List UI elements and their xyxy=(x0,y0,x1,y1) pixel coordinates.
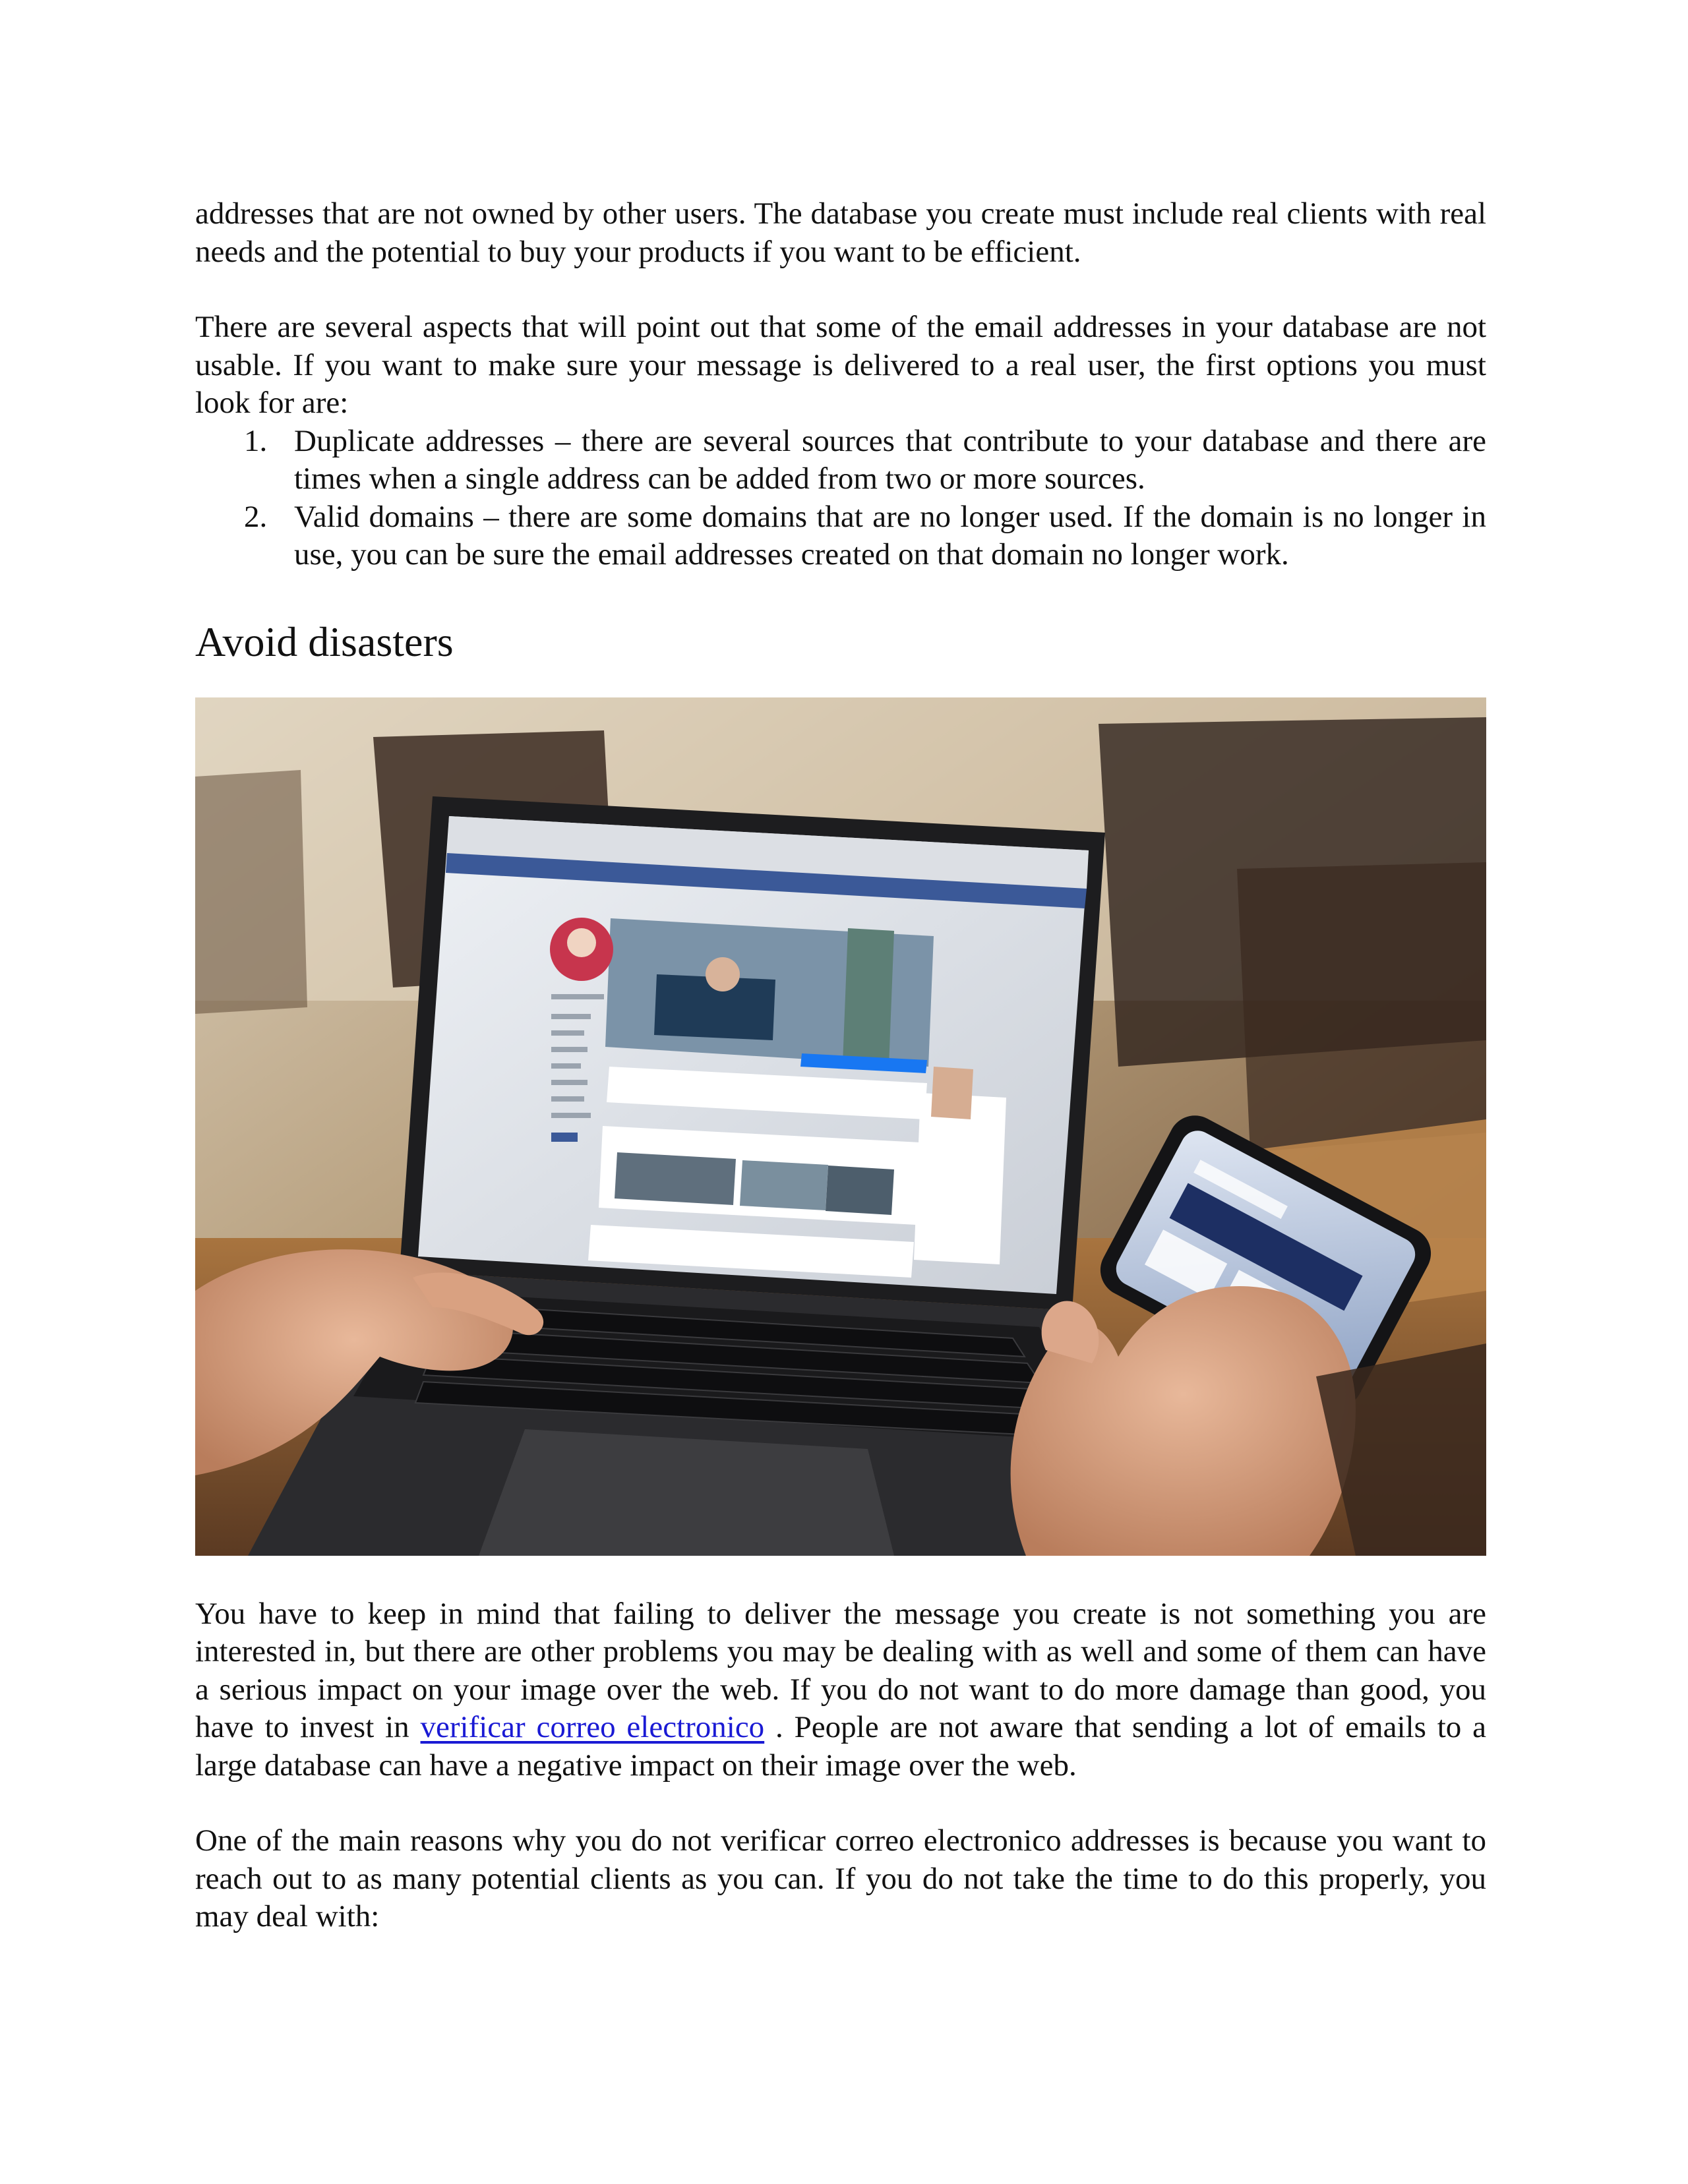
numbered-list xyxy=(195,423,1486,574)
list-number: 2. xyxy=(244,499,268,534)
paragraph-aspects: There are several aspects that will point out that some of the email addresses in your database are not usable. If you want to make sure your message is delivered to a real user, the first options you must look for are: xyxy=(195,310,1486,420)
verify-email-link[interactable]: verificar correo electronico xyxy=(420,1710,765,1744)
paragraph-text: . People are not aware that sending a lot of emails to a large database can have a negative impact on their image over the web. xyxy=(195,1710,1486,1783)
laptop-phone-photo xyxy=(195,697,1486,1556)
document-page xyxy=(195,195,1486,1936)
paragraph-intro: addresses that are not owned by other users. The database you create must include real clients with real needs and the potential to buy your products if you want to be efficient. xyxy=(195,196,1486,269)
list-number: 1. xyxy=(244,423,268,458)
paragraph-disasters xyxy=(195,1595,1486,1785)
section-heading: Avoid disasters xyxy=(195,618,454,665)
list-item xyxy=(195,423,1486,498)
list-item-text: Valid domains – there are some domains that are no longer used. If the domain is no longer in use, you can be sure the email addresses created on that domain no longer work. xyxy=(294,499,1486,572)
list-item-text: Duplicate addresses – there are several sources that contribute to your database and there are times when a single address can be added from two or more sources. xyxy=(294,423,1486,496)
list-item xyxy=(195,498,1486,574)
paragraph-reasons: One of the main reasons why you do not verificar correo electronico addresses is because you want to reach out to as many potential clients as you can. If you do not take the time to do this properly, you may deal with: xyxy=(195,1823,1486,1933)
paragraph-text: You have to keep in mind that failing to deliver the message you create is not something you are interested in, but there are other problems you may be dealing with as well and some of them can have a serious impact on your image over the web. If you do not want to do more damage than good, you have to invest in xyxy=(195,1596,1486,1744)
